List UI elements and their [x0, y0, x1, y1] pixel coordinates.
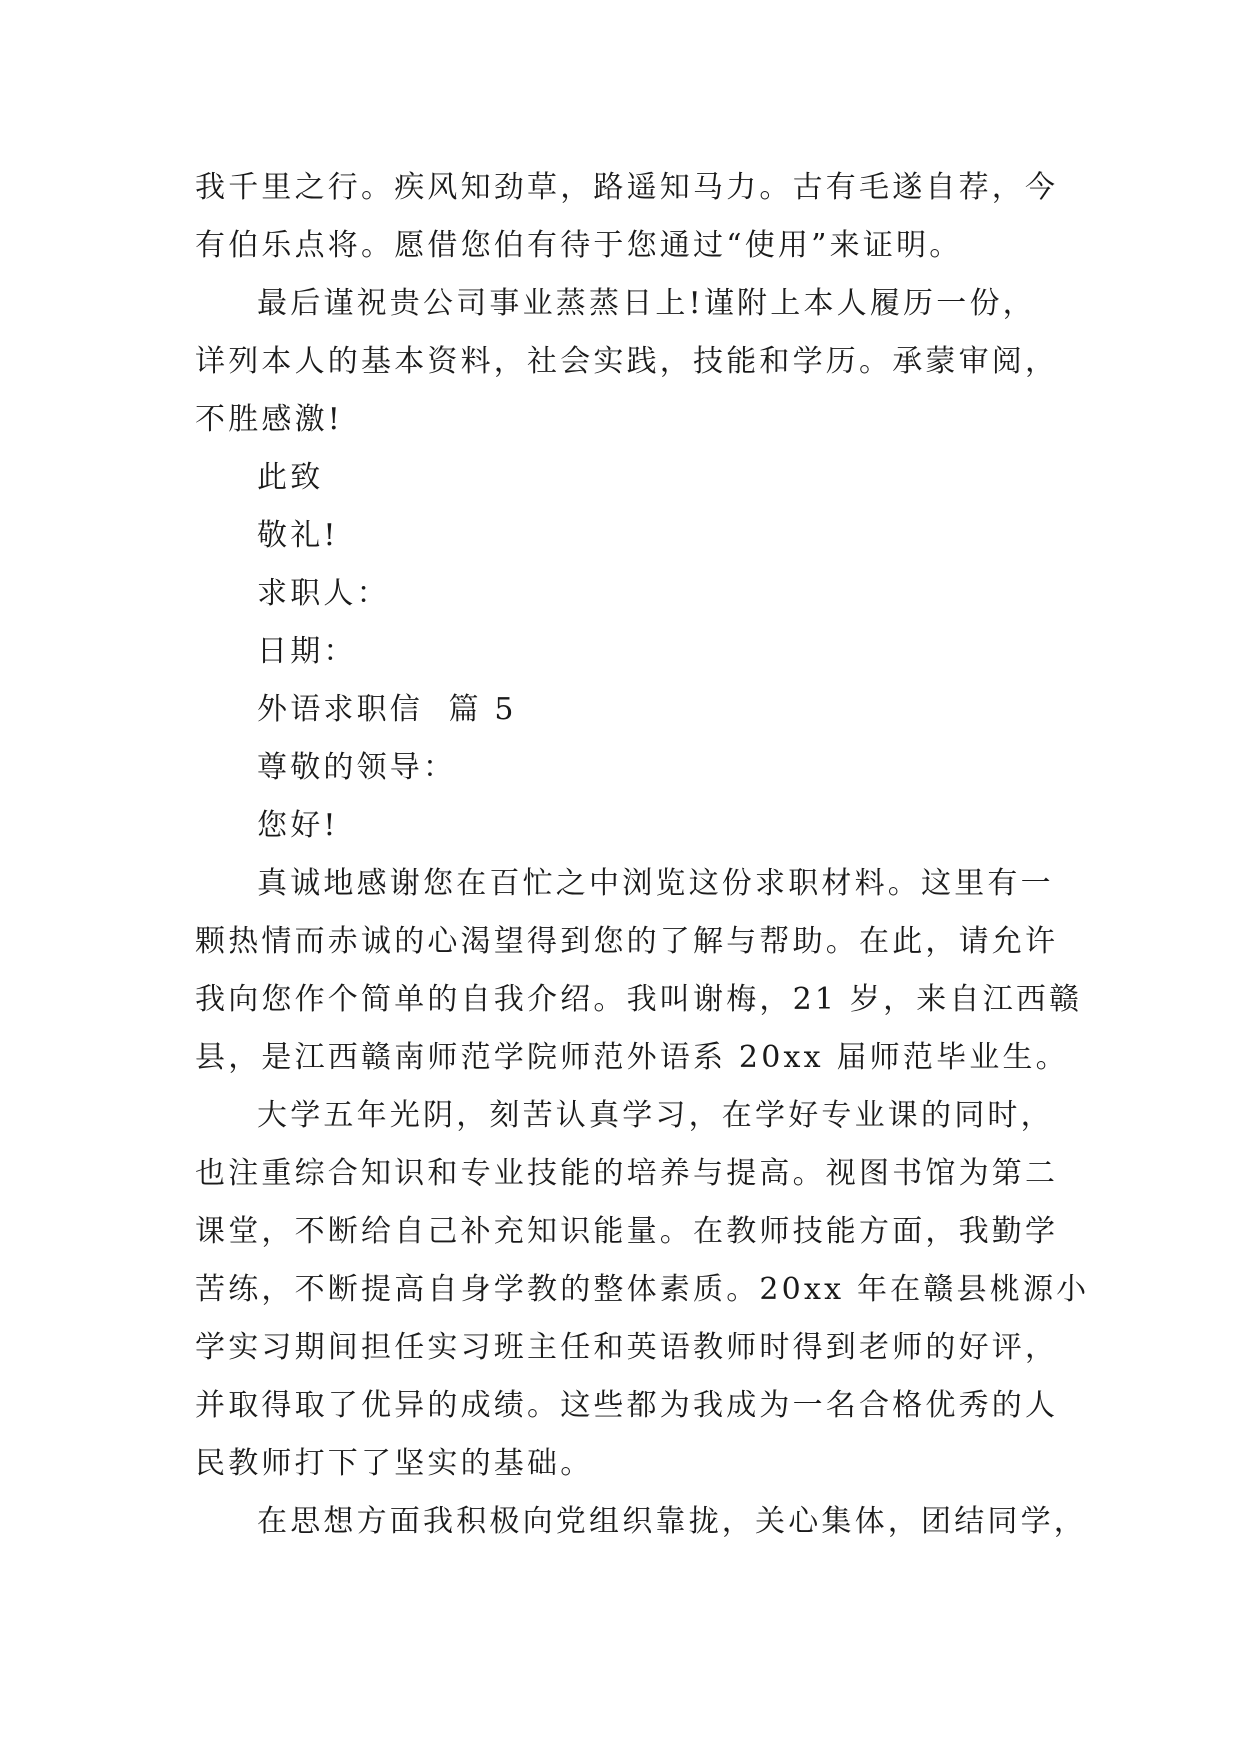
section-heading: 外语求职信 篇 5	[257, 692, 517, 727]
letter-greeting: 尊敬的领导：	[257, 750, 457, 785]
text-line: 颗热情而赤诚的心渴望得到您的了解与帮助。在此，请允许	[195, 924, 1059, 959]
text-line: 学实习期间担任实习班主任和英语教师时得到老师的好评，	[195, 1330, 1059, 1365]
text-line: 详列本人的基本资料，社会实践，技能和学历。承蒙审阅，	[195, 344, 1059, 379]
applicant-label: 求职人：	[257, 576, 390, 611]
text-line: 县，是江西赣南师范学院师范外语系 20xx 届师范毕业生。	[195, 1040, 1069, 1075]
date-label: 日期：	[257, 634, 357, 669]
text-line: 苦练，不断提高自身学教的整体素质。20xx 年在赣县桃源小	[195, 1272, 1090, 1307]
text-line: 真诚地感谢您在百忙之中浏览这份求职材料。这里有一	[257, 866, 1054, 901]
text-line: 最后谨祝贵公司事业蒸蒸日上!谨附上本人履历一份，	[257, 286, 1036, 321]
text-line: 在思想方面我积极向党组织靠拢，关心集体，团结同学，	[257, 1504, 1087, 1539]
closing-salutation: 此致	[257, 460, 324, 495]
closing-regards: 敬礼!	[257, 518, 339, 553]
text-line: 并取得取了优异的成绩。这些都为我成为一名合格优秀的人	[195, 1388, 1059, 1423]
text-line: 大学五年光阴，刻苦认真学习，在学好专业课的同时，	[257, 1098, 1054, 1133]
text-line: 我向您作个简单的自我介绍。我叫谢梅，21 岁，来自江西赣	[195, 982, 1083, 1017]
letter-hello: 您好!	[257, 808, 339, 843]
text-line: 我千里之行。疾风知劲草，路遥知马力。古有毛遂自荐，今	[195, 170, 1059, 205]
text-line: 民教师打下了坚实的基础。	[195, 1446, 594, 1481]
text-line: 不胜感激!	[195, 402, 344, 437]
text-line: 有伯乐点将。愿借您伯有待于您通过“使用”来证明。	[195, 228, 963, 263]
text-line: 也注重综合知识和专业技能的培养与提高。视图书馆为第二	[195, 1156, 1059, 1191]
text-line: 课堂，不断给自己补充知识能量。在教师技能方面，我勤学	[195, 1214, 1059, 1249]
